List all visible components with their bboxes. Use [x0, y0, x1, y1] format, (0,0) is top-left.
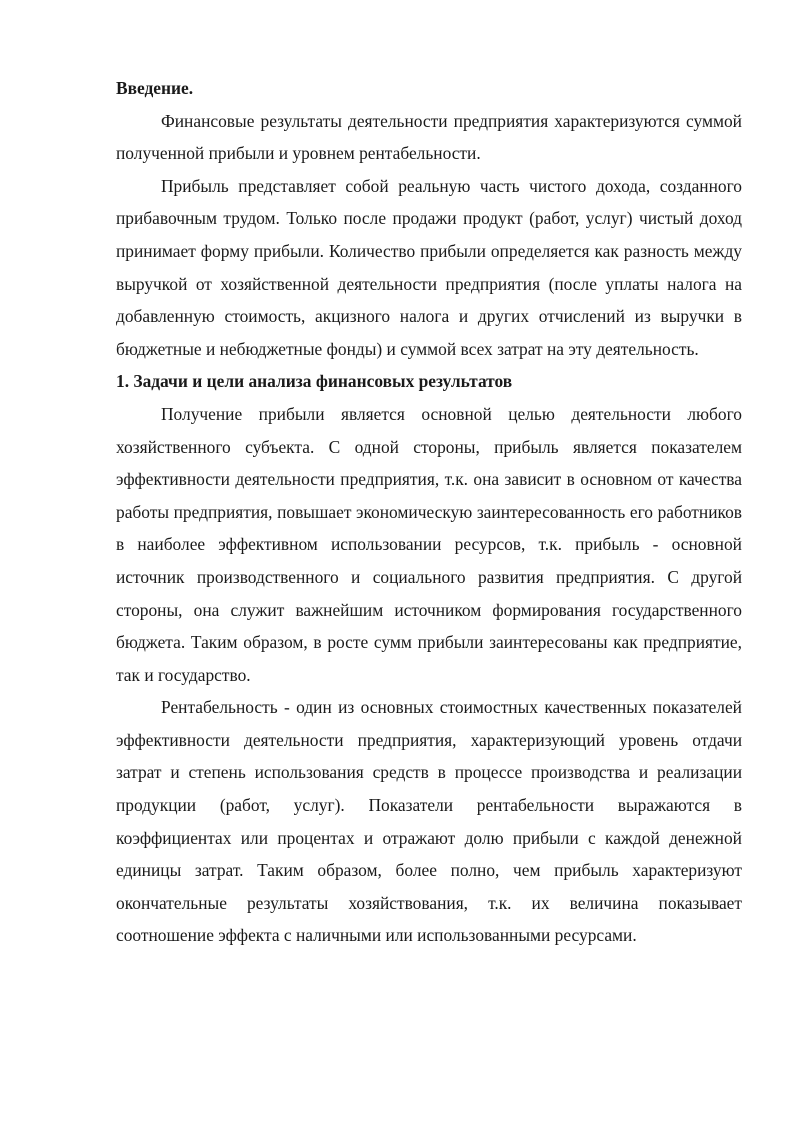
intro-paragraph-2: Прибыль представляет собой реальную часть чистого дохода, созданного прибавочным трудом. Только после продажи продукт (работ, услуг) чистый доход принимает форму прибыли. Количество прибыли определяется как разность между выручкой от хозяйственной деятельности предприятия (после уплаты налога на добавленную стоимость, акцизного налога и других отчислений из выручки в бюджетные и небюджетные фонды) и суммой всех затрат на эту деятельность. [116, 175, 742, 359]
section1-paragraph-2: Рентабельность - один из основных стоимостных качественных показателей эффективности деятельности предприятия, характеризующий уровень отдачи затрат и степень использования средств в процессе производства и реализации продукции (работ, услуг). Показатели рентабельности выражаются в коэффициентах или процентах и отражают долю прибыли с каждой денежной единицы затрат. Таким образом, более полно, чем прибыль характеризуют окончательные результаты хозяйствования, т.к. их величина показывает соотношение эффекта с наличными или использованными ресурсами. [116, 697, 742, 946]
document-body [116, 72, 742, 952]
intro-heading: Введение. [116, 78, 194, 98]
section1-heading: 1. Задачи и цели анализа финансовых результатов [116, 371, 513, 392]
intro-paragraph-1: Финансовые результаты деятельности предприятия характеризуются суммой полученной прибыли и уровнем рентабельности. [116, 110, 742, 164]
section1-paragraph-1: Получение прибыли является основной целью деятельности любого хозяйственного субъекта. С одной стороны, прибыль является показателем эффективности деятельности предприятия, т.к. она зависит в основном от качества работы предприятия, повышает экономическую заинтересованность его работников в наиболее эффективном использовании ресурсов, т.к. прибыль - основной источник производственного и социального развития предприятия. С другой стороны, она служит важнейшим источником формирования государственного бюджета. Таким образом, в росте сумм прибыли заинтересованы как предприятие, так и государство. [116, 403, 742, 685]
